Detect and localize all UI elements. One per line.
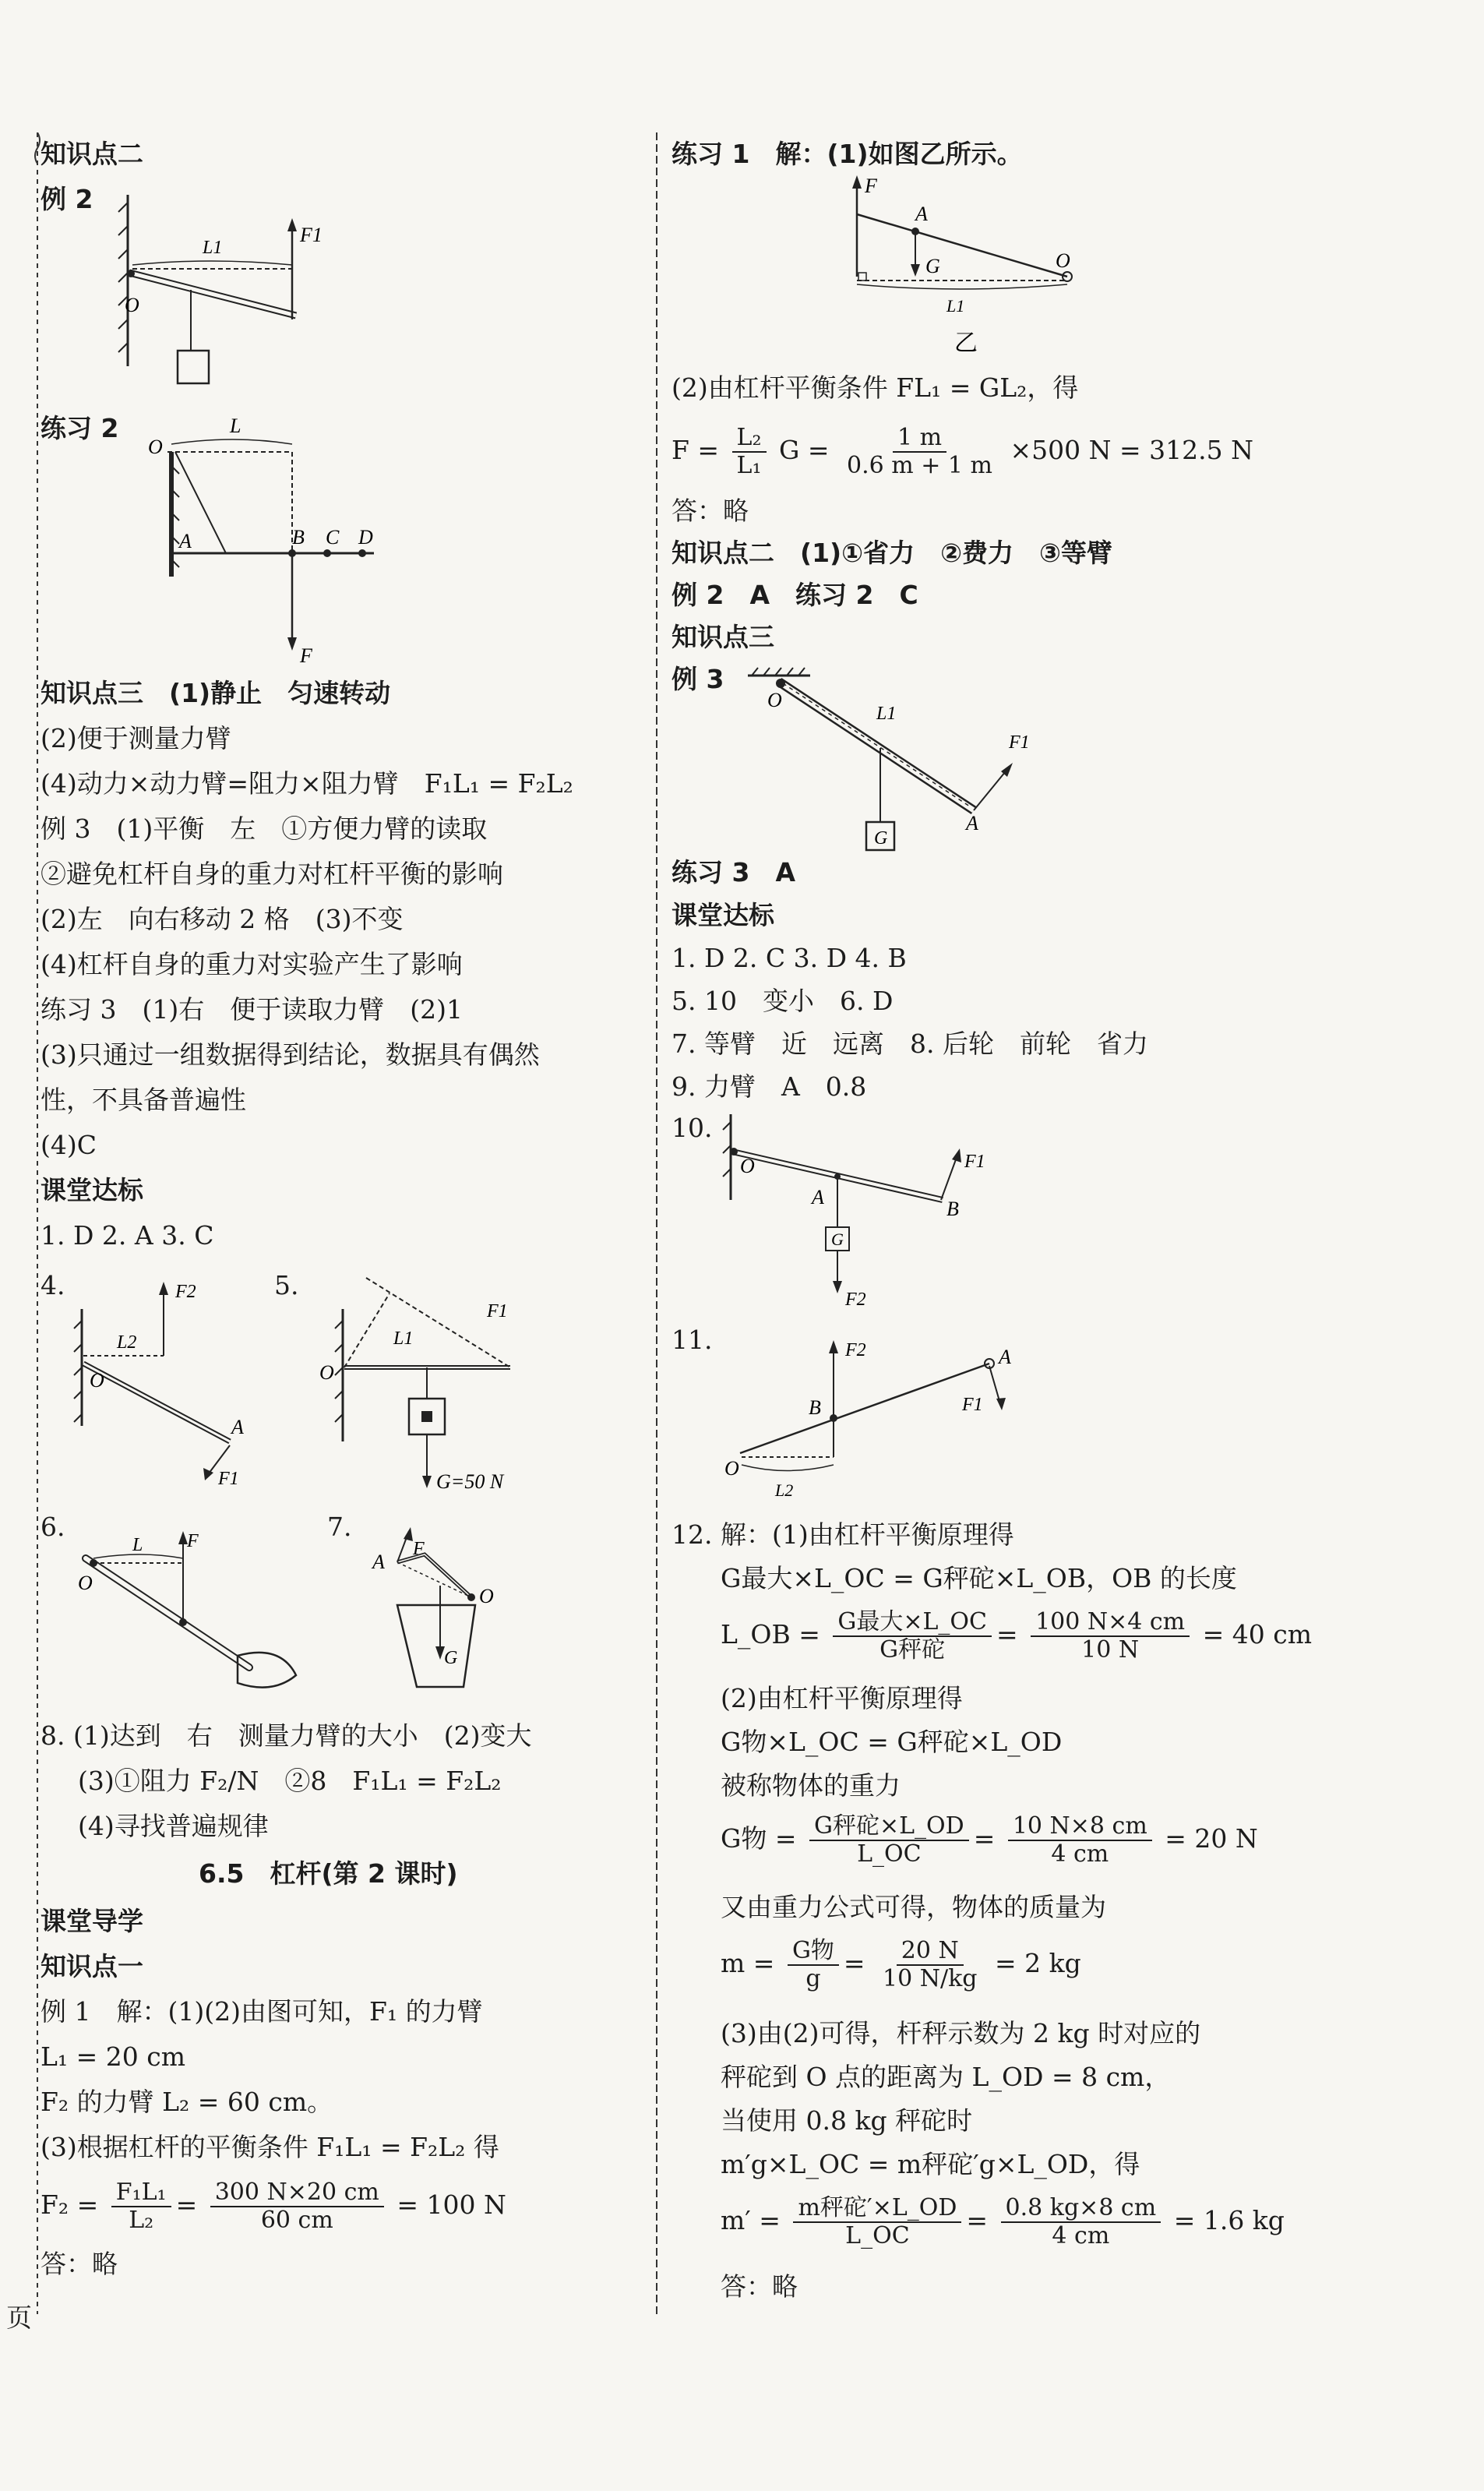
pr3-4: (4)C <box>41 1130 97 1160</box>
q8-2: (3)①阻力 F₂/N ②8 F₁L₁ = F₂L₂ <box>78 1766 502 1796</box>
label-A: A <box>915 203 928 225</box>
label-L: L <box>230 415 241 437</box>
label-O: O <box>767 689 782 711</box>
eq-frac-1 <box>111 2179 171 2234</box>
label-B: B <box>292 526 305 549</box>
denominator: L₂ <box>129 2207 154 2234</box>
guide-title: 课堂导学 <box>41 1906 143 1936</box>
label-L1: L1 <box>876 704 897 724</box>
label-F2: F2 <box>175 1282 196 1302</box>
ex1-1: 例 1 解：(1)(2)由图可知，F₁ 的力臂 <box>41 1996 483 2027</box>
eq-result: = 100 N <box>397 2189 506 2220</box>
figure-q11 <box>724 1321 1052 1500</box>
q7-label: 7. <box>327 1512 352 1542</box>
kp3-line: 知识点三 (1)静止 匀速转动 <box>41 678 391 708</box>
answer-right-2: 答：略 <box>721 2271 798 2302</box>
ex1-4: (3)根据杠杆的平衡条件 F₁L₁ = F₂L₂ 得 <box>41 2132 499 2162</box>
pr3-right: 练习 3 A <box>672 857 795 887</box>
label-G: G <box>874 828 888 849</box>
label-O: O <box>724 1457 739 1480</box>
class-title-left: 课堂达标 <box>41 1175 143 1205</box>
denominator: L_OC <box>857 1840 922 1868</box>
ex1-2: L₁ = 20 cm <box>41 2041 186 2072</box>
numerator: F₁L₁ <box>111 2179 171 2207</box>
eq-frac-2 <box>878 1938 982 1992</box>
label-F1: F1 <box>964 1152 985 1172</box>
c4: 9. 力臂 A 0.8 <box>672 1071 867 1102</box>
eq-result: = 20 N <box>1165 1823 1258 1854</box>
label-O: O <box>319 1361 334 1384</box>
label-F1: F1 <box>1009 732 1030 753</box>
eq-frac-2 <box>1008 1813 1152 1868</box>
pr1-2: (2)由杠杆平衡条件 FL₁ = GL₂，得 <box>672 372 1079 403</box>
ex3-1: 例 3 (1)平衡 左 ①方便力臂的读取 <box>41 813 488 844</box>
q12-equation-4: m′ = $\frac{\text{m秤砣′×L\_OD}}{L\_OC}$ = $\frac{0.8 kg\times 8 cm}{4 cm}$ = 1.6 kg <box>721 2194 1285 2249</box>
ex3-4: (4)杠杆自身的重力对实验产生了影响 <box>41 949 463 979</box>
label-G: G <box>925 255 940 277</box>
eq-result: = 1.6 kg <box>1173 2205 1285 2235</box>
denominator: L_OC <box>845 2222 910 2249</box>
label-C: C <box>326 526 340 549</box>
label-F1: F1 <box>487 1301 508 1321</box>
figure-q7 <box>366 1515 522 1695</box>
eq-frac-2 <box>210 2179 384 2234</box>
ex1-equation: F₂ = $\frac{\text{F₁L₁}}{\text{L₂}}$ = $\frac{300 N\times 20 cm}{60 cm}$ = 100 N <box>41 2179 506 2234</box>
eq-lhs: m = <box>721 1948 775 1978</box>
kp3-4: (4)动力×动力臂=阻力×阻力臂 F₁L₁ = F₂L₂ <box>41 768 573 799</box>
label-A: A <box>372 1551 385 1573</box>
numerator: 300 N×20 cm <box>210 2179 384 2207</box>
q4-label: 4. <box>41 1270 65 1300</box>
figure-q5 <box>312 1262 569 1496</box>
kp3-right: 知识点三 <box>672 622 774 652</box>
label-F1: F1 <box>300 224 323 246</box>
label-A: A <box>179 530 192 552</box>
q12-10: m′g×L_OC = m秤砣′g×L_OD，得 <box>721 2149 1140 2179</box>
practice-2-label: 练习 2 <box>41 413 119 443</box>
eq-lhs: m′ = <box>721 2205 781 2235</box>
label-O: O <box>1056 249 1070 272</box>
label-F: F <box>300 644 312 667</box>
numerator: G物 <box>788 1938 839 1966</box>
label-G: G <box>831 1230 844 1249</box>
denominator: 4 cm <box>1051 1840 1109 1868</box>
q12-7: (3)由(2)可得，杆秤示数为 2 kg 时对应的 <box>721 2018 1201 2048</box>
denominator: 10 N <box>1081 1636 1140 1664</box>
eq-frac-2 <box>842 425 997 479</box>
eq-lhs: F₂ = <box>41 2189 99 2220</box>
label-F: F <box>865 175 877 197</box>
q10-label: 10. <box>672 1113 713 1143</box>
label-O: O <box>148 436 163 458</box>
label-F: F <box>413 1539 425 1559</box>
denominator: G秤砣 <box>879 1636 946 1664</box>
eq-frac-1 <box>793 2195 961 2249</box>
numerator: 100 N×4 cm <box>1031 1609 1190 1637</box>
c1: 1. D 2. C 3. D 4. B <box>672 943 907 973</box>
pr1-line: 练习 1 解：(1)如图乙所示。 <box>672 139 1023 169</box>
numerator: 20 N <box>897 1938 964 1966</box>
pr3-2: (3)只通过一组数据得到结论，数据具有偶然 <box>41 1039 540 1070</box>
q12-equation-2: G物 = $\frac{\text{G秤砣×L\_OD}}{L\_OC}$ = $\frac{10 N\times 8 cm}{4 cm}$ = 20 N <box>721 1812 1258 1868</box>
eq-mid: G = <box>779 435 830 465</box>
example-2-label: 例 2 <box>41 184 93 214</box>
label-L2: L2 <box>775 1480 794 1500</box>
figure-q4 <box>66 1278 269 1488</box>
q12-equation-1: L_OB = $\frac{\text{G最大×L\_OC}}{\text{G秤砣}}$ = $\frac{100 N\times 4 cm}{10 N}$ = 40 cm <box>721 1608 1313 1664</box>
pr1-1 <box>672 139 1023 170</box>
q12-9: 当使用 0.8 kg 秤砣时 <box>721 2105 973 2136</box>
label-F2: F2 <box>845 1340 866 1360</box>
label-G: G <box>444 1648 458 1668</box>
q8-3: (4)寻找普遍规律 <box>78 1811 269 1841</box>
figure-caption: 乙 <box>954 330 978 356</box>
label-G: G=50 N <box>436 1470 504 1493</box>
kp2-title: 知识点二 <box>41 139 143 169</box>
figure-example-3 <box>748 666 1075 869</box>
label-A: A <box>999 1346 1011 1368</box>
figure-q10 <box>717 1114 1013 1317</box>
q12-4: G物×L_OC = G秤砣×L_OD <box>721 1727 1063 1757</box>
eq-result: = 40 cm <box>1202 1619 1313 1649</box>
figure-example-2 <box>109 195 374 397</box>
ex3-label-right: 例 3 <box>672 664 724 694</box>
label-O: O <box>479 1585 494 1607</box>
eq-frac-1 <box>788 1938 839 1992</box>
page-marker: 页 <box>6 2302 32 2333</box>
q12-1: 12. 解：(1)由杠杆平衡原理得 <box>672 1519 1014 1550</box>
answers-1-3: 1. D 2. A 3. C <box>41 1220 214 1251</box>
eq-lhs: F = <box>672 435 720 465</box>
label-F2: F2 <box>845 1290 866 1310</box>
denominator: L₁ <box>736 452 762 479</box>
eq-frac-1 <box>732 425 767 479</box>
label-L1: L1 <box>203 238 223 258</box>
q12-5: 被称物体的重力 <box>721 1770 901 1801</box>
kp2-right: 知识点二 (1)①省力 ②费力 ③等臂 <box>672 538 1112 568</box>
label-O: O <box>125 294 139 316</box>
kp1-title: 知识点一 <box>41 1951 143 1981</box>
q8-1: 8. (1)达到 右 测量力臂的大小 (2)变大 <box>41 1720 532 1751</box>
numerator: 1 m <box>893 425 946 453</box>
label-O: O <box>78 1572 93 1594</box>
ex1-3: F₂ 的力臂 L₂ = 60 cm。 <box>41 2087 333 2117</box>
label-A: A <box>812 1186 824 1208</box>
q12-3: (2)由杠杆平衡原理得 <box>721 1683 963 1713</box>
label-O: O <box>740 1155 755 1177</box>
ex2-right: 例 2 A 练习 2 C <box>672 580 918 610</box>
label-B: B <box>809 1396 821 1419</box>
q12-2: G最大×L_OC = G秤砣×L_OB，OB 的长度 <box>721 1563 1237 1593</box>
label-L1: L1 <box>946 296 965 316</box>
ex3-3: (2)左 向右移动 2 格 (3)不变 <box>41 904 404 934</box>
eq-frac-1 <box>809 1813 969 1868</box>
denominator: 0.6 m + 1 m <box>847 452 992 479</box>
eq-result: ×500 N = 312.5 N <box>1010 435 1253 465</box>
label-A: A <box>966 812 978 834</box>
denominator: 60 cm <box>260 2207 333 2234</box>
eq-result: = 2 kg <box>995 1948 1081 1978</box>
kp3-2: (2)便于测量力臂 <box>41 723 231 753</box>
eq-frac-2 <box>1031 1609 1190 1664</box>
eq-frac-2 <box>1001 2195 1161 2249</box>
label-L2: L2 <box>117 1332 137 1353</box>
label-F1: F1 <box>962 1395 983 1415</box>
label-F: F <box>187 1531 199 1551</box>
figure-practice-2 <box>132 405 397 667</box>
eq-frac-1 <box>833 1609 992 1664</box>
label-L1: L1 <box>393 1328 414 1349</box>
numerator: L₂ <box>732 425 767 453</box>
q12-equation-3: m = $\frac{\text{G物}}{g}$ = $\frac{20 N}{10 N/kg}$ = 2 kg <box>721 1937 1081 1992</box>
ex3-2: ②避免杠杆自身的重力对杠杆平衡的影响 <box>41 859 503 889</box>
label-F1: F1 <box>218 1469 239 1489</box>
c2: 5. 10 变小 6. D <box>672 986 894 1016</box>
eq-lhs: L_OB = <box>721 1619 820 1649</box>
figure-practice-1 <box>841 175 1106 362</box>
pr3-1: 练习 3 (1)右 便于读取力臂 (2)1 <box>41 994 463 1025</box>
answer-left: 答：略 <box>41 2249 118 2279</box>
c3: 7. 等臂 近 远离 8. 后轮 前轮 省力 <box>672 1029 1148 1059</box>
column-divider-wave <box>650 132 663 2314</box>
q12-8: 秤砣到 O 点的距离为 L_OD = 8 cm， <box>721 2062 1171 2092</box>
figure-q6 <box>70 1519 319 1699</box>
q5-label: 5. <box>274 1270 299 1300</box>
label-D: D <box>358 526 373 549</box>
section-title: 6.5 杠杆(第 2 课时) <box>199 1858 458 1889</box>
q6-label: 6. <box>41 1512 65 1542</box>
denominator: 10 N/kg <box>883 1965 978 1992</box>
label-A: A <box>231 1416 244 1438</box>
class-title-right: 课堂达标 <box>672 900 774 930</box>
eq-lhs: G物 = <box>721 1823 797 1854</box>
numerator: G秤砣×L_OD <box>809 1813 969 1841</box>
pr1-equation <box>672 419 1253 482</box>
label-O: O <box>90 1369 104 1392</box>
label-L: L <box>132 1535 143 1555</box>
answer-right-1: 答：略 <box>672 496 749 526</box>
q12-6: 又由重力公式可得，物体的质量为 <box>721 1892 1106 1922</box>
numerator: m秤砣′×L_OD <box>793 2195 961 2223</box>
pr3-3: 性，不具备普遍性 <box>41 1085 246 1115</box>
q11-label: 11. <box>672 1325 713 1355</box>
numerator: 0.8 kg×8 cm <box>1001 2195 1161 2223</box>
numerator: G最大×L_OC <box>833 1609 992 1637</box>
denominator: g <box>805 1965 821 1992</box>
label-B: B <box>946 1198 959 1220</box>
numerator: 10 N×8 cm <box>1008 1813 1152 1841</box>
denominator: 4 cm <box>1052 2222 1110 2249</box>
